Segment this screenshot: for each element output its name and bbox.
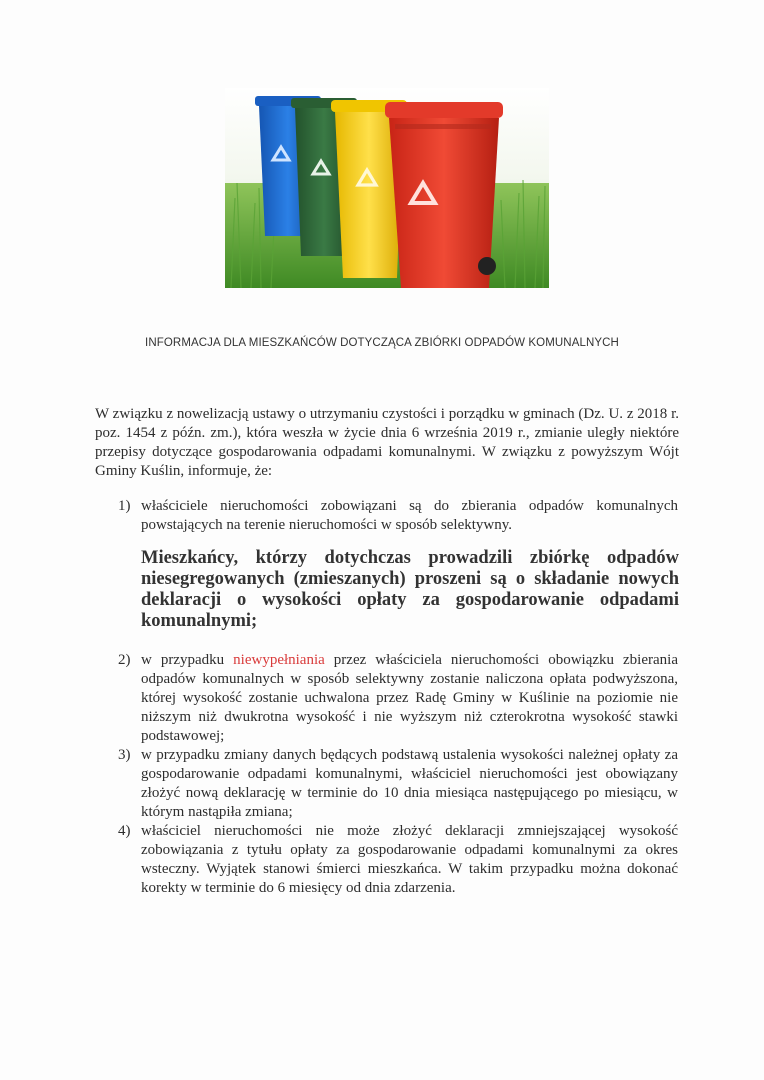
intro-paragraph: W związku z nowelizacją ustawy o utrzymaniu czystości i porządku w gminach (Dz. U. z 2018 r. poz. 1454 z późn. zm.), która weszła w życie dnia 6 września 2019 r., zmianie uległy niektóre przepisy dotyczące gospodarowania odpadami komunalnymi. W związku z powyższym Wójt Gminy Kuślin, informuje, że: <box>95 406 679 479</box>
list-item-4 <box>118 822 678 898</box>
list-text: właściciel nieruchomości nie może złożyć deklaracji zmniejszającej wysokość zobowiązania z tytułu opłaty za gospodarowanie odpadami komunalnymi za okres wsteczny. Wyjątek stanowi śmierci mieszkańca. W takim przypadku można dokonać korekty w terminie do 6 miesięcy od dnia zdarzenia. <box>141 823 678 896</box>
highlighted-word: niewypełniania <box>233 652 325 668</box>
list-item-3 <box>118 746 678 822</box>
highlighted-notice: Mieszkańcy, którzy dotychczas prowadzili zbiórkę odpadów niesegregowanych (zmieszanych) proszeni są o składanie nowych deklaracji o wysokości opłaty za gospodarowanie odpadami komunalnymi; <box>141 548 679 631</box>
list-number: 4) <box>118 823 131 839</box>
recycling-bins-image <box>225 88 549 288</box>
list-text: w przypadku zmiany danych będących podstawą ustalenia wysokości należnej opłaty za gospodarowanie odpadami komunalnymi, właściciel nieruchomości jest obowiązany złożyć nową deklarację w terminie do 10 dnia miesiąca następującego po miesiącu, w którym nastąpiła zmiana; <box>141 747 678 820</box>
list-number: 1) <box>118 498 131 514</box>
list-number: 2) <box>118 652 131 668</box>
list-text: właściciele nieruchomości zobowiązani są do zbierania odpadów komunalnych powstających na terenie nieruchomości w sposób selektywny. <box>141 498 678 533</box>
list-number: 3) <box>118 747 131 763</box>
list-text-start: w przypadku <box>141 652 234 668</box>
list-item-2 <box>118 651 678 746</box>
list-text-end: przez właściciela nieruchomości obowiązku zbierania odpadów komunalnych w sposób selektywny zostanie naliczona opłata podwyższona, której wysokość zostanie uchwalona przez Radę Gminy w Kuślinie na poziomie nie niższym niż dwukrotna wysokość i nie wyższym niż czterokrotna wysokość stawki podstawowej; <box>141 652 678 744</box>
list-text <box>141 651 678 746</box>
page-title: INFORMACJA DLA MIESZKAŃCÓW DOTYCZĄCA ZBIÓRKI ODPADÓW KOMUNALNYCH <box>145 337 619 349</box>
list-item-1 <box>118 497 678 535</box>
